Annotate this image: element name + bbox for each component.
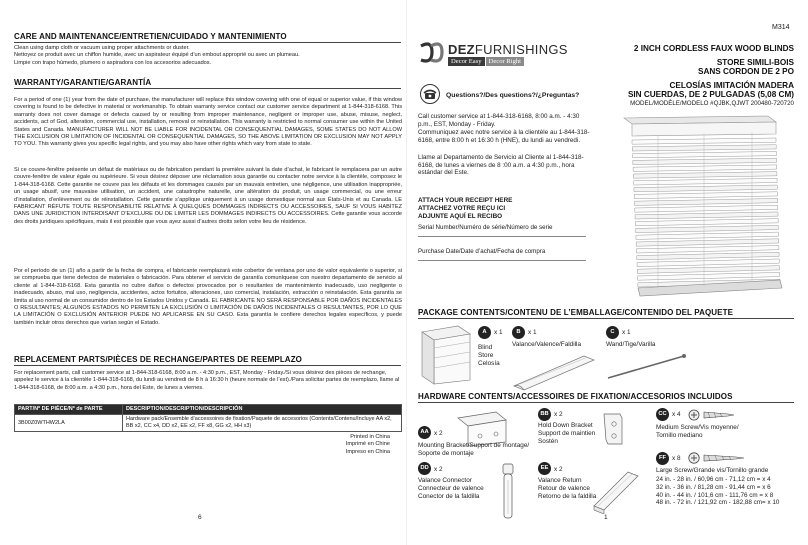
valance-return-svg [588,462,644,514]
screw-count-row: 40 in. - 44 in. / 101,6 cm - 111,76 cm = x 8 [656,491,774,499]
blind-slat [637,259,779,267]
hardware-badge-dd: DD [418,462,431,475]
blind-slat [636,232,779,239]
part-description: Hardware pack/Ensemble d’accessoires de fixation/Paquete de accesorios (Contents/Contenu/Incluye AA x2, BB x2, CC x4, DD x2, EE x2, FF x8, GG x2, HH x3) [123,415,402,432]
package-badge-c: C [606,326,619,339]
blind-slat [634,185,777,192]
valance-svg [510,350,596,392]
wand-svg [604,352,690,382]
blind-slat [637,266,779,274]
origin-text [250,434,390,456]
valance-image [510,350,596,392]
hardware-label-aa: Mounting Bracket/Support de montage/ Soporte de montaje [418,442,530,457]
product-title [628,44,794,100]
care-line-en: Clean using damp cloth or vacuum using proper attachments or duster. [14,45,190,51]
blind-illustration [618,112,794,302]
hardware-label-ff: Large Screw/Grande vis/Tornillo grande [656,467,769,474]
part-number: 3B00Z0WTHW2LA [15,415,123,432]
questions-es: Llame al Departamento de Servicio al Cliente al 1-844-318-6168, de lunes a viernes de 8 :00 a.m. a 4:30 p.m., hora estándar del Este. [418,154,584,177]
product-model: MODEL/MODÈLE/MODELO #QJBK,QJWT 200480-720720 [630,100,794,107]
product-title-fr-2: SANS CORDON DE 2 PO [698,67,794,77]
receipt-fr: ATTACHEZ VOTRE REÇU ICI [418,204,506,212]
blind-slat [638,272,780,280]
package-badge-b: B [512,326,525,339]
purchase-date-label: Purchase Date/Date d’achat/Fecha de compra [418,248,546,255]
phone-icon-circle [420,84,440,104]
brand-logo-mark [418,42,446,66]
blind-stack-svg [418,324,474,386]
hardware-label-ee: Valance Return Retour de valence Retorno de la faldilla [538,477,597,500]
package-qty-c: x 1 [622,329,631,336]
blind-illustration-svg [618,112,794,302]
questions-title: Questions?/Des questions?/¿Preguntas? [446,92,580,99]
large-screw-image [688,451,748,465]
blind-slat [634,178,777,185]
questions-en: Call customer service at 1-844-318-6168, 8:00 a.m. - 4:30 p.m., EST, Monday - Friday. [418,113,580,128]
brand-name [448,42,568,57]
brand-name-rest: FURNISHINGS [474,42,568,57]
hardware-qty-dd: x 2 [434,466,443,473]
right-page-number: 1 [604,514,608,521]
hardware-qty-ff: x 8 [672,455,681,462]
hardware-badge-aa: AA [418,426,431,439]
hardware-qty-bb: x 2 [554,411,563,418]
replacement-title: REPLACEMENT PARTS/PIÈCES DE RECHANGE/PARTES DE REEMPLAZO [14,355,302,364]
valance-return-image [588,462,644,514]
replacement-text: For replacement parts, call customer service at 1-844-318-6168, 8:00 a.m. - 4:30 p.m., EST, Monday - Friday./Si vous désirez des pièces de rechange, appelez le service à la clientèle 1-844-318-6168, du lundi au vendredi de 8 h à 16:30 h (heure normale de l’est)./Para solicitar partes de reemplazo, llame al 1-844-318-6168, de 8:00 a.m. a 4:30 p.m., hora del Este, de lunes a viernes. [14,370,400,391]
hardware-qty-cc: x 4 [672,411,681,418]
hardware-label-cc: Medium Screw/Vis moyenne/ Tornillo mediano [656,424,739,439]
blind-stack-image [418,324,474,386]
parts-col-description: DESCRIPTION/DESCRIPTION/DESCRIPCIÓN [123,405,402,415]
left-page-number: 6 [198,514,202,521]
hardware-title: HARDWARE CONTENTS/ACCESSOIRES DE FIXATION/ACCESORIOS INCLUIDOS [418,392,733,401]
blind-slat [636,239,779,246]
valance-connector-image [496,460,520,524]
warranty-rule [14,88,401,89]
receipt-heading [418,197,512,220]
warranty-title: WARRANTY/GARANTIE/GARANTÍA [14,78,152,87]
brand-logo-icon [418,42,446,66]
care-rule [14,42,401,43]
purchase-date-line[interactable] [418,260,586,261]
origin-en: Printed in China [350,434,390,440]
blind-slat [633,165,777,172]
wand-image [604,352,690,382]
hardware-label-dd: Valance Connector Connecteur de valence Conector de la faldilla [418,477,484,500]
blind-slat [633,151,777,157]
hardware-qty-ee: x 2 [554,466,563,473]
parts-table-header [15,405,402,415]
medium-screw-icon [688,408,738,422]
hardware-qty-aa: x 2 [434,430,443,437]
questions-fr: Communiquez avec notre service à la clientèle au 1-844-318-6168, entre 8:00 h et 16:30 h (HNE), du lundi au vendredi. [418,129,590,144]
blind-slat [633,158,777,164]
serial-line[interactable] [418,236,586,237]
warranty-es: Por el período de un (1) año a partir de la fecha de compra, el fabricante reemplazará este cobertor de ventana por uno de valor equivalente o superior, si se comprueba que tiene defectos de materiales o fabricación. Para obtener el servicio de garantía comuníquese con nuestro departamento de servicio al cliente al 1-844-318-6168. Esta garantía no cubre daños o defectos provocados por o resultantes de mantenimiento inadecuado, uso negligente o inadecuado, abuso, mal uso, negligencia, accidentes, actos fortuitos, alteraciones, uso comercial, instalación, extracción o reinstalación. Esta garantía se limita al uso normal de un consumidor dentro de los Estados Unidos y Canadá. EL FABRICANTE NO SERÁ RESPONSABLE POR DAÑOS INCIDENTALES O RESULTANTES; ALGUNOS ESTADOS NO PERMITEN LA EXCLUSIÓN O LIMITACIÓN DE DAÑOS INCIDENTALES O RESULTANTES, POR LO QUE LA LIMITACIÓN O EXCLUSIÓN ANTERIOR PUEDE NO APLICARSE EN SU CASO. Esta garantía le confiere derechos legales específicos, y puede también incluir otros derechos que varían según el Estado. [14,268,402,326]
package-label-c: Wand/Tige/Varilla [606,341,656,348]
parts-col-part: PART/Nº DE PIÈCE/Nº de PARTE [15,405,123,415]
product-title-en: 2 INCH CORDLESS FAUX WOOD BLINDS [633,44,794,53]
phone-icon [421,85,439,103]
table-row [15,415,402,432]
hardware-badge-bb: BB [538,408,551,421]
product-title-fr-1: STORE SIMILI-BOIS [716,57,794,67]
medium-screw-image [688,408,738,422]
package-label-a: Blind Store Celosía [478,344,500,367]
blind-slat [635,219,778,226]
model-code: M314 [772,24,790,31]
receipt-es: ADJUNTE AQUÍ EL RECIBO [418,212,503,220]
screw-count-table [656,476,779,507]
blind-slat [633,172,777,179]
package-title: PACKAGE CONTENTS/CONTENU DE L’EMBALLAGE/CONTENIDO DEL PAQUETE [418,308,734,317]
warranty-en: For a period of one (1) year from the date of purchase, the manufacturer will replace this window covering with one of equal or superior value, if this window covering is found to be defective in material or workmanship. To obtain warranty service contact our customer service department at 1-844-318-6168. This warranty does not cover damage or defects caused by or resulting from improper maintenance, negligent or improper use, abuse, misuse, neglect, accidents, act of God, alteration, commercial use, installation, removal or reinstallation. This warranty is restricted to normal consumer use within the United States and Canada. MANUFACTURER WILL NOT BE LIABLE FOR INCIDENTAL OR CONSEQUENTIAL DAMAGES, SOME STATES DO NOT ALLOW THE EXCLUSION OR LIMITATION OF INCIDENTAL OR CONSEQUENTIAL DAMAGES, SO THE ABOVE LIMITATION OR EXCLUSION MAY NOT APPLY TO YOU. This warranty gives you specific legal rights, and you may also have other rights which vary from state to state. [14,97,402,148]
care-line-es: Limpie con trapo húmedo, plumero o aspiradora con los accesorios adecuados. [14,59,212,66]
warranty-fr: Si ce couvre-fenêtre présente un défaut de matériaux ou de fabrication pendant la première suivant la date d’achat, le fabricant le remplacera par un autre couvre-fenêtre de valeur égale ou supérieure. Si vous désirez déposer une réclamation sous garantie ou contacter notre service à la clientèle, composez le 1-844-318-6168. Cette garantie ne couvre pas les défauts et les dommages causés par un mauvais entretien, une négligence, une utilisation inappropriée, un usage abusif, une mauvaise utilisation, un accident, une catastrophe naturelle, une altération du produit, un usage commercial, ou une erreur d’installation, d’enlèvement ou de réinstallation. Cette garantie s’applique uniquement à un usage domestique normal aux États-Unis et au Canada. LE FABRICANT RÉFUTE TOUTE RESPONSABILITÉ RELATIVE À QUELQUES DOMMAGES INDIRECTS OU ACCESSOIRES, SAUF SI VOUS HABITEZ DANS UNE JURIDICTION INTERDISANT D’EXCLURE OU DE LIMITER LES DOMMAGES INDIRECTS OU ACCESSOIRES. Cette garantie vous accorde des droits juridiques spécifiques, mais il est possible que vous ayez aussi d’autres droits selon votre lieu de résidence. [14,167,402,225]
hardware-badge-cc: CC [656,408,669,421]
hold-down-bracket-svg [600,410,628,448]
hardware-badge-ff: FF [656,452,669,465]
package-rule [418,318,794,319]
hold-down-bracket-image [600,410,628,448]
care-line-fr: Nettoyez ce produit avec un chiffon humide, avec un aspirateur équipé d’un embout approprié ou avec un plumeau. [14,52,300,59]
large-screw-icon [688,451,748,465]
package-label-b: Valance/Valence/Faldilla [512,341,582,348]
valance-connector-svg [496,460,520,524]
origin-es: Impreso en China [345,448,390,455]
package-qty-a: x 1 [494,329,503,336]
origin-fr: Imprimé en Chine [345,441,390,448]
brand-tagline [448,57,524,66]
blind-slat [635,198,778,205]
care-title: CARE AND MAINTENANCE/ENTRETIEN/CUIDADO Y MANTENIMIENTO [14,32,287,41]
product-title-es-2: SIN CUERDAS, DE 2 PULGADAS (5,08 CM) [627,90,794,100]
package-qty-b: x 1 [528,329,537,336]
screw-count-row: 48 in. - 72 in. / 121,92 cm - 182,88 cm= x 10 [656,499,780,507]
screw-count-row: 24 in. - 28 in. / 60,96 cm - 71,12 cm = x 4 [656,476,771,483]
page-fold [406,0,407,545]
product-title-es-1: CELOSÍAS IMITACIÓN MADERA [669,80,794,90]
brand-tag-1: Decor Easy [448,57,485,66]
brand-tag-2: Decor Right [486,57,524,66]
screw-count-row: 32 in. - 36 in. / 81,28 cm - 91,44 cm = x 6 [656,483,771,491]
blind-slat [636,225,779,232]
receipt-en: ATTACH YOUR RECEIPT HERE [418,197,513,204]
brand-name-bold: DEZ [448,42,475,57]
blind-slat [634,192,777,199]
parts-table [14,404,402,432]
hardware-rule [418,402,794,403]
replacement-rule [14,365,401,366]
hardware-label-bb: Hold Down Bracket Support de maintien Sostén [538,422,596,445]
blind-slat [635,205,778,212]
hardware-badge-ee: EE [538,462,551,475]
blind-slat [635,212,778,219]
care-text [14,45,402,67]
package-badge-a: A [478,326,491,339]
serial-label: Serial Number/Numéro de série/Número de serie [418,224,553,231]
